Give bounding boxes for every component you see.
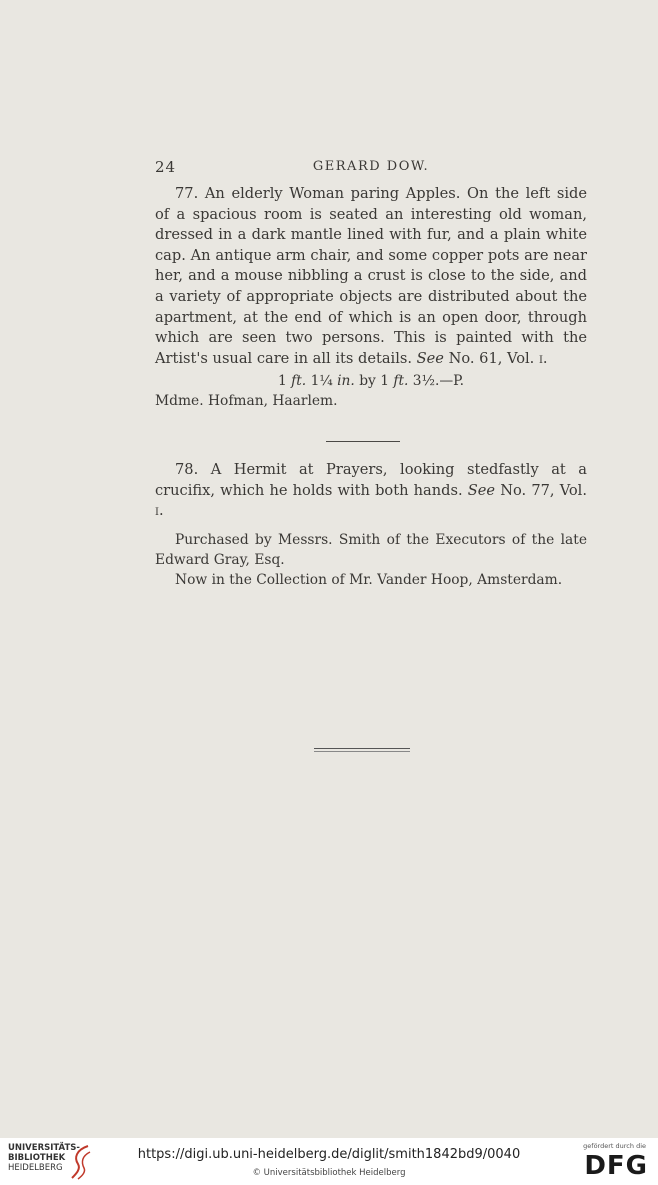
entry-78-text: A Hermit at Prayers, looking stedfastly at a crucifix, which he holds with both hands. (155, 461, 587, 499)
dfg-logo: DFG (584, 1151, 648, 1181)
entry-78-provenance-1: Purchased by Messrs. Smith of the Executors of the late Edward Gray, Esq. (155, 531, 587, 568)
entry-78-see: See (467, 481, 496, 499)
entry-77-description (155, 184, 587, 369)
viewer-footer (0, 1138, 658, 1185)
entry-77 (155, 184, 587, 411)
section-divider (326, 441, 400, 442)
entry-78 (155, 460, 587, 590)
source-url[interactable]: https://digi.ub.uni-heidelberg.de/diglit/smith1842bd9/0040 (137, 1147, 521, 1162)
funded-by-label: gefördert durch die (583, 1142, 646, 1150)
entry-77-see: See (416, 349, 444, 367)
entry-77-vol: i. (538, 349, 548, 367)
entry-77-dimensions: 1 ft. 1¼ in. by 1 ft. 3½.—P. (277, 373, 465, 390)
entry-78-provenance-2: Now in the Collection of Mr. Vander Hoop, Amsterdam. (175, 571, 563, 588)
entry-77-ref: No. 61, Vol. (443, 349, 539, 367)
running-head: GERARD DOW. (312, 159, 430, 174)
page-number: 24 (155, 158, 177, 176)
entry-77-provenance: Mdme. Hofman, Haarlem. (155, 393, 338, 410)
entry-78-vol: i. (155, 502, 164, 520)
page-header (155, 158, 587, 178)
entry-78-number: 78. (175, 461, 199, 478)
entry-77-text: An elderly Woman paring Apples. On the left side of a spacious room is seated an interesting old woman, dressed in a dark mantle lined with fur, and a plain white cap. An antique arm chair, and some copper pots are near her, and a mouse nibbling a crust is close to the side, and a variety of appropriate objects are distributed about the apartment, at the end of which is an open door, through which are seen two persons. This is painted with the Artist's usual care in all its details. (155, 185, 587, 367)
end-rule (314, 748, 410, 752)
entry-78-description (155, 460, 587, 522)
library-logo: UNIVERSITÄTS- BIBLIOTHEK HEIDELBERG (8, 1143, 80, 1173)
entry-77-number: 77. (175, 185, 199, 202)
copyright-notice: © Universitätsbibliothek Heidelberg (252, 1168, 406, 1178)
entry-78-ref: No. 77, Vol. (495, 481, 587, 499)
